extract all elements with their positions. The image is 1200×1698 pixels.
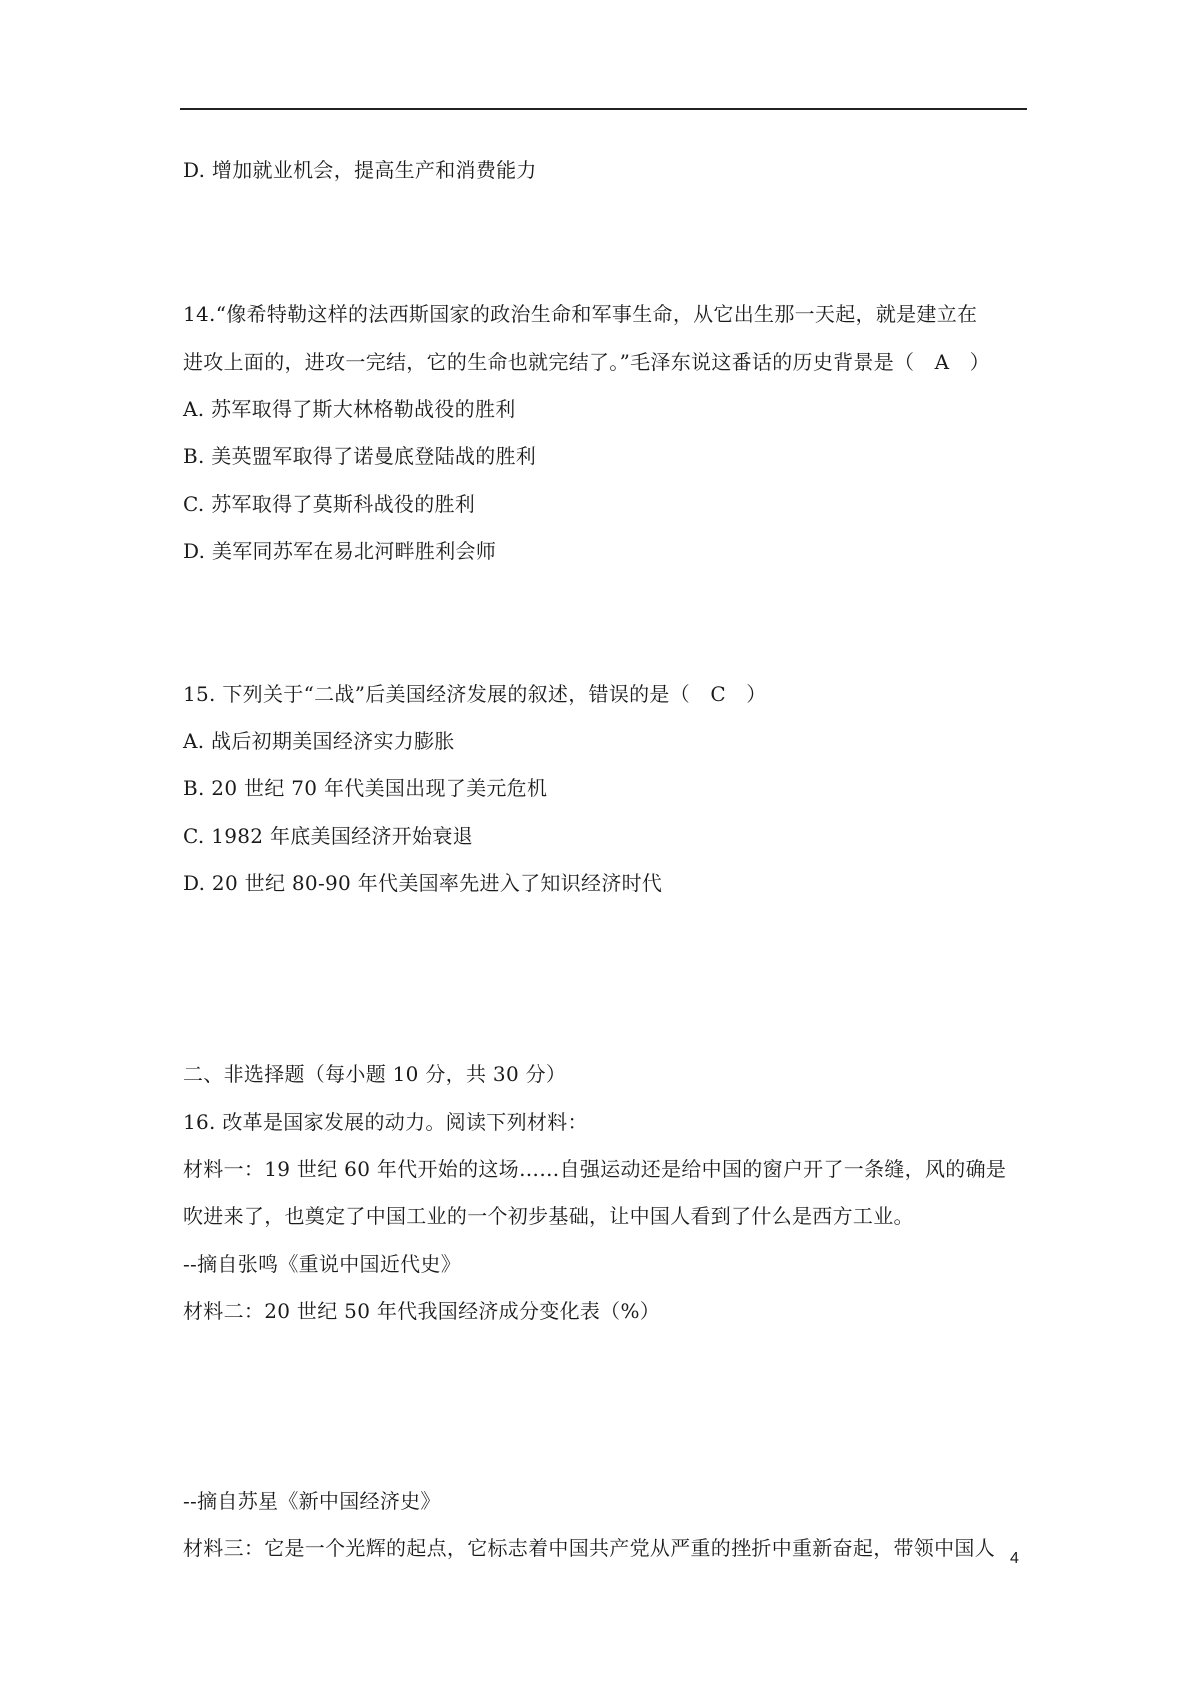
section2-heading: 二、非选择题（每小题 10 分，共 30 分） (183, 1062, 567, 1086)
q15-option-a: A. 战后初期美国经济实力膨胀 (183, 729, 455, 753)
q13-option-d: D. 增加就业机会，提高生产和消费能力 (183, 158, 537, 182)
q14-stem-line2: 进攻上面的，进攻一完结，它的生命也就完结了。”毛泽东说这番话的历史背景是（ A ） (183, 350, 990, 374)
q14-option-d: D. 美军同苏军在易北河畔胜利会师 (183, 539, 497, 563)
q14-option-b: B. 美英盟军取得了诺曼底登陆战的胜利 (183, 444, 537, 468)
q14-option-a: A. 苏军取得了斯大林格勒战役的胜利 (183, 397, 516, 421)
q16-material2: 材料二：20 世纪 50 年代我国经济成分变化表（%） (183, 1299, 661, 1323)
q16-material1-line1: 材料一：19 世纪 60 年代开始的这场……自强运动还是给中国的窗户开了一条缝，风的确是 (183, 1157, 1007, 1181)
q14-stem-line1: 14.“像希特勒这样的法西斯国家的政治生命和军事生命，从它出生那一天起，就是建立在 (183, 302, 978, 326)
page-number: 4 (1010, 1550, 1019, 1567)
q15-option-b: B. 20 世纪 70 年代美国出现了美元危机 (183, 776, 548, 800)
q15-option-d: D. 20 世纪 80-90 年代美国率先进入了知识经济时代 (183, 871, 663, 895)
q16-material2-source: --摘自苏星《新中国经济史》 (183, 1489, 441, 1513)
q15-option-c: C. 1982 年底美国经济开始衰退 (183, 824, 473, 848)
q14-option-c: C. 苏军取得了莫斯科战役的胜利 (183, 492, 476, 516)
q16-stem: 16. 改革是国家发展的动力。阅读下列材料： (183, 1110, 588, 1134)
header-rule (180, 108, 1027, 110)
q15-stem: 15. 下列关于“二战”后美国经济发展的叙述，错误的是（ C ） (183, 682, 767, 706)
q16-material3-line1: 材料三：它是一个光辉的起点，它标志着中国共产党从严重的挫折中重新奋起，带领中国人 (183, 1536, 995, 1560)
q16-material1-line2: 吹进来了，也奠定了中国工业的一个初步基础，让中国人看到了什么是西方工业。 (183, 1204, 914, 1228)
q16-material1-source: --摘自张鸣《重说中国近代史》 (183, 1252, 462, 1276)
